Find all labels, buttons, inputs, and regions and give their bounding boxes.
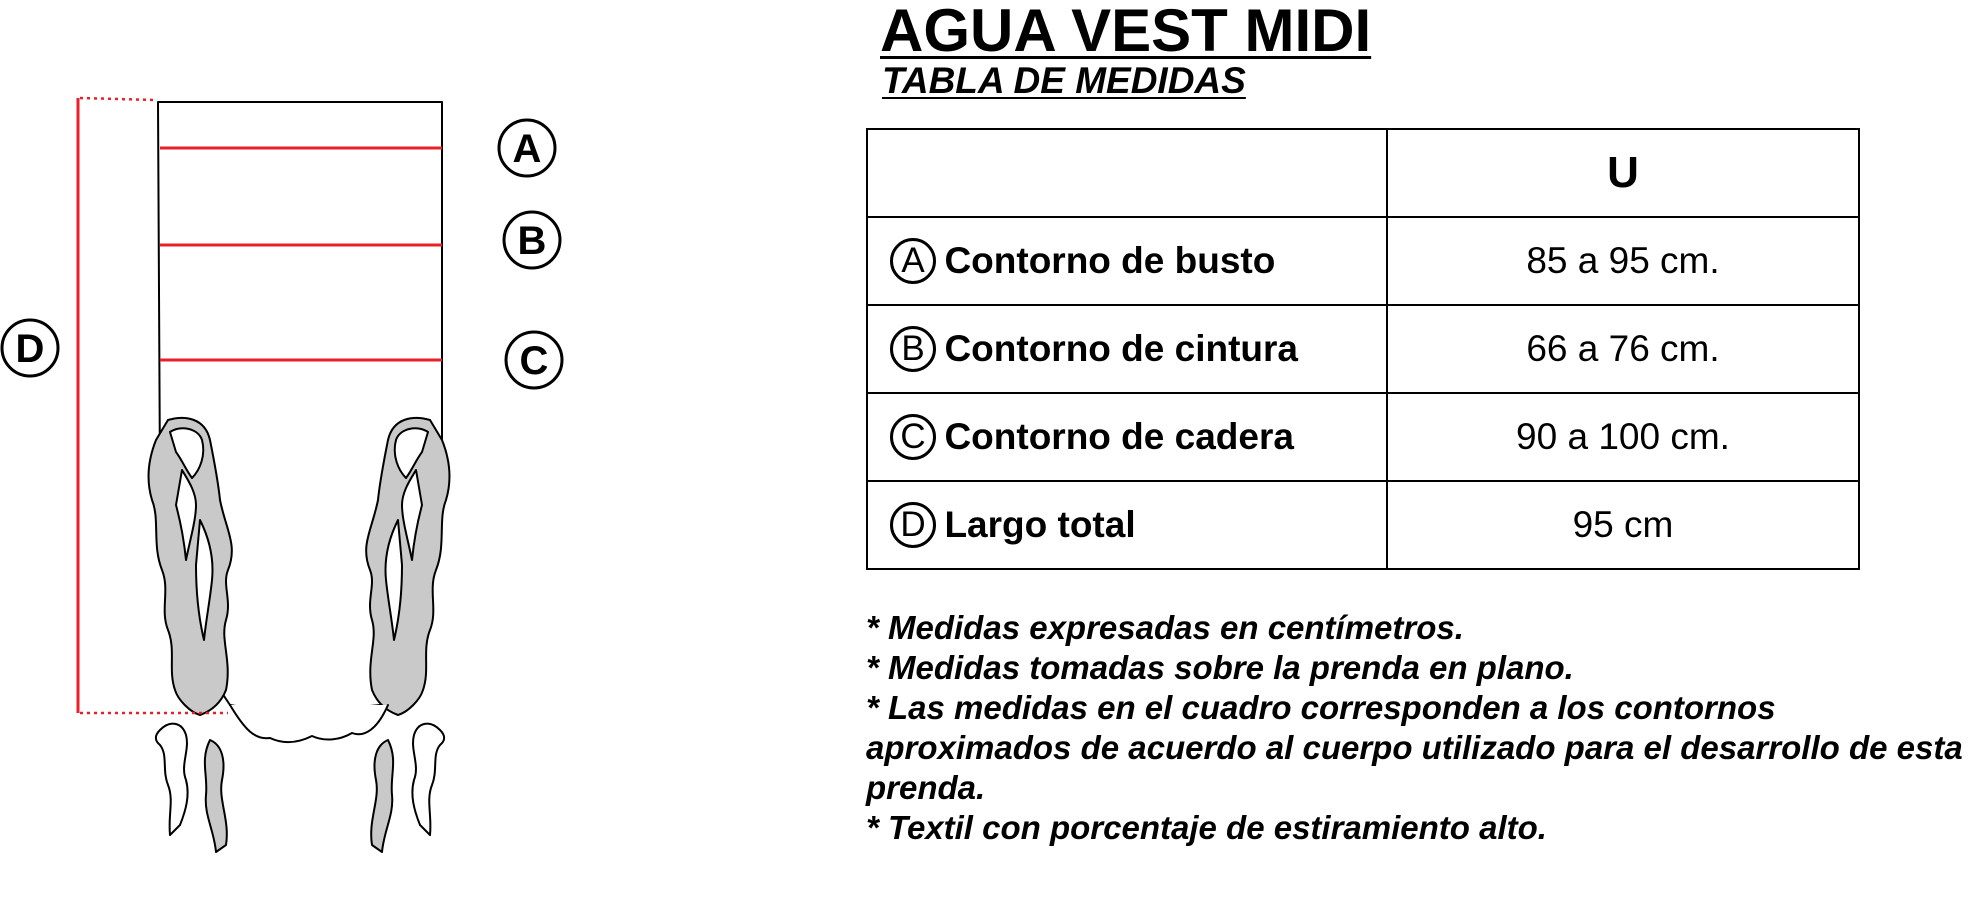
svg-text:B: B [517, 219, 547, 263]
svg-text:D: D [15, 327, 45, 371]
marker-badge: D [890, 502, 936, 548]
product-title: AGUA VEST MIDI [880, 0, 1372, 64]
note-line: * Medidas expresadas en centímetros. [866, 609, 1464, 646]
left-ruffle-strand [205, 740, 227, 852]
table-header-empty [867, 129, 1387, 217]
marker-d [2, 320, 58, 376]
marker-badge: C [890, 414, 936, 460]
row-value: 85 a 95 cm. [1387, 217, 1859, 305]
svg-text:C: C [519, 339, 549, 383]
right-ruffle-strand [371, 740, 393, 852]
svg-text:A: A [512, 127, 542, 171]
row-value: 95 cm [1387, 481, 1859, 569]
row-value: 90 a 100 cm. [1387, 393, 1859, 481]
table-header-row [867, 129, 1859, 217]
table-row [867, 481, 1859, 569]
note-line: * Las medidas en el cuadro corresponden a los contornos aproximados de acuerdo al cuerpo utilizado para el desarrollo de esta prenda. [866, 689, 1963, 806]
marker-c [506, 332, 562, 388]
vest-outline [149, 102, 450, 852]
table-row [867, 393, 1859, 481]
row-label: Largo total [944, 504, 1136, 545]
notes [866, 608, 1971, 848]
marker-badge: A [890, 238, 936, 284]
size-table-heading: TABLA DE MEDIDAS [882, 60, 1246, 101]
row-label: Contorno de busto [944, 240, 1276, 281]
row-label: Contorno de cadera [944, 416, 1294, 457]
size-table [866, 128, 1860, 570]
row-value: 66 a 76 cm. [1387, 305, 1859, 393]
note-line: * Textil con porcentaje de estiramiento alto. [866, 809, 1547, 846]
marker-a [499, 120, 555, 176]
row-label: Contorno de cintura [944, 328, 1298, 369]
table-row [867, 305, 1859, 393]
table-row [867, 217, 1859, 305]
marker-badge: B [890, 326, 936, 372]
hem-frill [230, 705, 388, 742]
note-line: * Medidas tomadas sobre la prenda en plano. [866, 649, 1574, 686]
marker-b [504, 212, 560, 268]
table-header-size: U [1387, 129, 1859, 217]
